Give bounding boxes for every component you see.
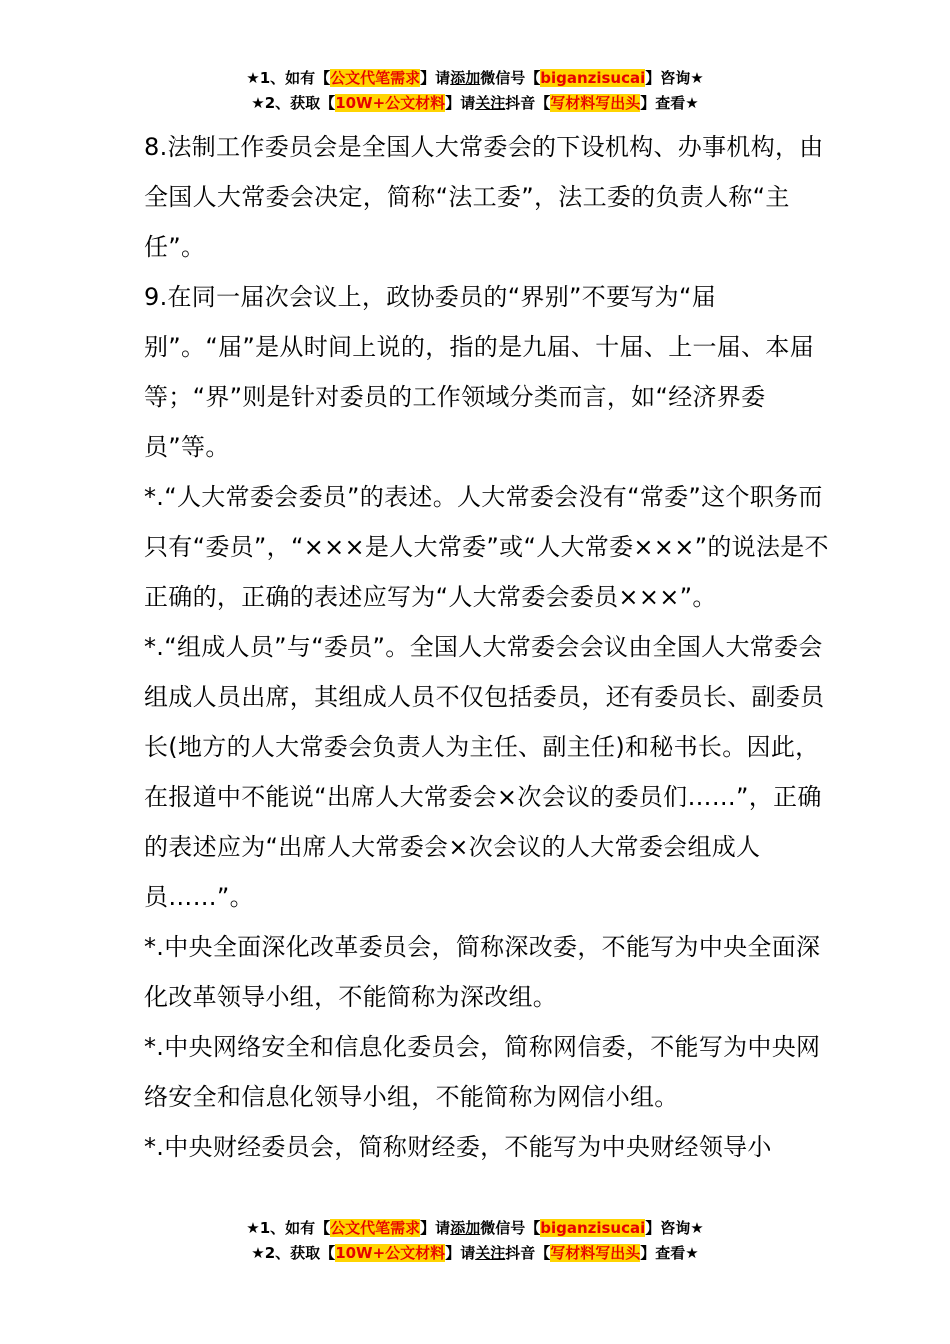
banner-text: 1、如有【 xyxy=(259,1219,331,1237)
star-icon: ★ xyxy=(251,1244,265,1262)
banner-text: 】查看★ xyxy=(640,94,699,112)
paragraph-cyber-commission: *.中央网络安全和信息化委员会，简称网信委，不能写为中央网络安全和信息化领导小组，不能简称为网信小组。 xyxy=(144,1033,821,1111)
paragraph-finance-commission: *.中央财经委员会，简称财经委，不能写为中央财经领导小 xyxy=(144,1133,772,1161)
banner-line-1 xyxy=(0,66,950,91)
underline-follow: 关注 xyxy=(475,1244,506,1262)
highlight-wechat-id: biganzisucai xyxy=(540,1219,646,1237)
banner-text: 】请 xyxy=(420,1219,451,1237)
banner-text: 微信号【 xyxy=(480,1219,541,1237)
document-body xyxy=(144,122,834,1172)
underline-add: 添加 xyxy=(450,1219,481,1237)
banner-text: 1、如有【 xyxy=(259,69,331,87)
underline-follow: 关注 xyxy=(475,94,506,112)
banner-line-2 xyxy=(0,1241,950,1266)
highlight-wechat-id: biganzisucai xyxy=(540,69,646,87)
header-banner xyxy=(0,66,950,116)
banner-text: 2、获取【 xyxy=(264,94,336,112)
highlight-materials: 10W+公文材料 xyxy=(335,1244,446,1262)
banner-text: 抖音【 xyxy=(505,1244,551,1262)
underline-add: 添加 xyxy=(450,69,481,87)
star-icon: ★ xyxy=(251,94,265,112)
banner-text: 微信号【 xyxy=(480,69,541,87)
banner-text: 】咨询★ xyxy=(645,1219,704,1237)
banner-text: 】请 xyxy=(445,94,476,112)
highlight-douyin-account: 写材料写出头 xyxy=(550,1244,641,1262)
star-icon: ★ xyxy=(246,1219,260,1237)
highlight-writing-service: 公文代笔需求 xyxy=(330,1219,421,1237)
banner-text: 】咨询★ xyxy=(645,69,704,87)
star-icon: ★ xyxy=(246,69,260,87)
banner-text: 2、获取【 xyxy=(264,1244,336,1262)
banner-text: 】查看★ xyxy=(640,1244,699,1262)
banner-text: 】请 xyxy=(420,69,451,87)
banner-line-1 xyxy=(0,1216,950,1241)
highlight-douyin-account: 写材料写出头 xyxy=(550,94,641,112)
banner-text: 】请 xyxy=(445,1244,476,1262)
footer-banner xyxy=(0,1216,950,1266)
paragraph-reform-commission: *.中央全面深化改革委员会，简称深改委，不能写为中央全面深化改革领导小组，不能简称为深改组。 xyxy=(144,933,821,1011)
banner-line-2 xyxy=(0,91,950,116)
highlight-writing-service: 公文代笔需求 xyxy=(330,69,421,87)
banner-text: 抖音【 xyxy=(505,94,551,112)
paragraph-composition: *.“组成人员”与“委员”。全国人大常委会会议由全国人大常委会组成人员出席，其组成人员不仅包括委员，还有委员长、副委员长(地方的人大常委会负责人为主任、副主任)和秘书长。因此，在报道中不能说“出席人大常委会×次会议的委员们……”，正确的表述应为“出席人大常委会×次会议的人大常委会组成人员……”。 xyxy=(144,633,825,911)
highlight-materials: 10W+公文材料 xyxy=(335,94,446,112)
paragraph-8: 8.法制工作委员会是全国人大常委会的下设机构、办事机构，由全国人大常委会决定，简称“法工委”，法工委的负责人称“主任”。 xyxy=(144,133,824,261)
paragraph-npc-member: *.“人大常委会委员”的表述。人大常委会没有“常委”这个职务而只有“委员”，“×××是人大常委”或“人大常委×××”的说法是不正确的，正确的表述应写为“人大常委会委员×××”。 xyxy=(144,483,829,611)
paragraph-9: 9.在同一届次会议上，政协委员的“界别”不要写为“届别”。“届”是从时间上说的，指的是九届、十届、上一届、本届等；“界”则是针对委员的工作领域分类而言，如“经济界委员”等。 xyxy=(144,283,814,461)
